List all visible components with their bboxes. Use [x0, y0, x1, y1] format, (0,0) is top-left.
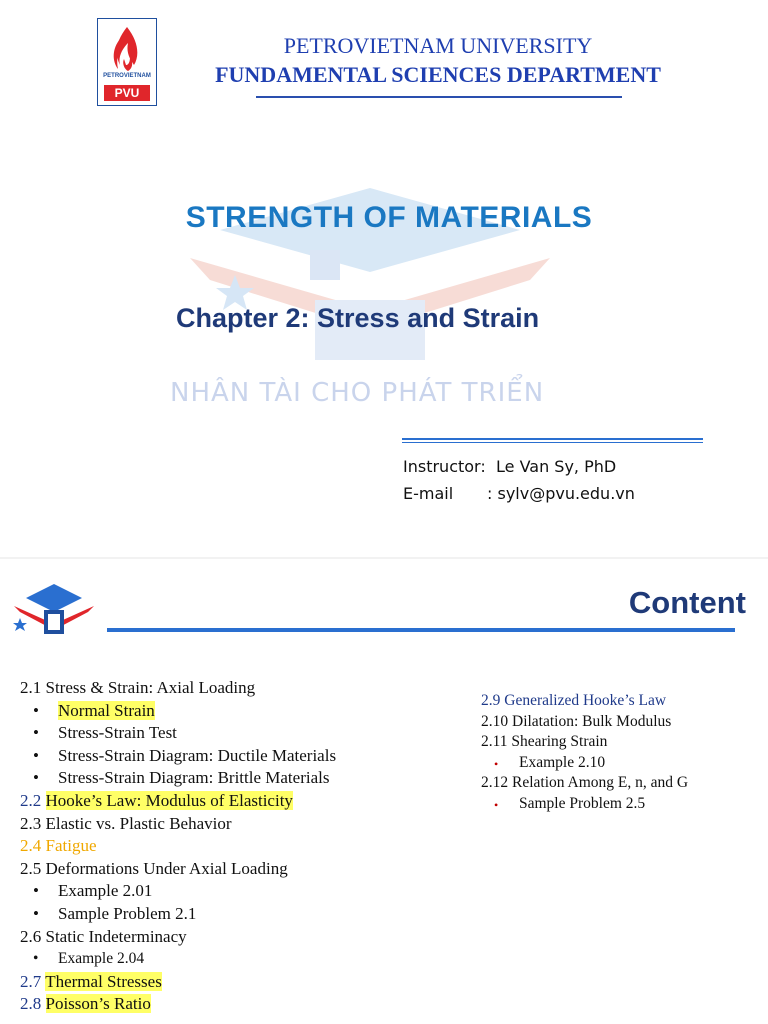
toc-subitem: • Stress-Strain Test: [20, 722, 336, 745]
toc-item-2-3: 2.3 Elastic vs. Plastic Behavior: [20, 813, 232, 833]
toc-subitem: • Sample Problem 2.5: [481, 794, 688, 815]
bullet-icon: •: [33, 881, 39, 901]
pvu-emblem-icon: [8, 580, 96, 636]
pvu-logo: [97, 18, 157, 106]
instructor-name: Le Van Sy, PhD: [496, 457, 617, 476]
content-divider: [107, 628, 735, 632]
email-label: E-mail: [403, 484, 454, 503]
bullet-icon: •: [33, 745, 39, 765]
toc-item-2-1: 2.1 Stress & Strain: Axial Loading: [20, 678, 256, 697]
toc-item-2-8: 2.8 Poisson’s Ratio: [20, 994, 151, 1014]
toc-subitem: • Example 2.01: [20, 880, 336, 903]
toc-item-2-11: 2.11 Shearing Strain: [481, 733, 608, 751]
toc-item-2-12: 2.12 Relation Among E, n, and G: [481, 774, 689, 792]
toc-item-2-2: 2.2 Hooke’s Law: Modulus of Elasticity: [20, 790, 293, 810]
bullet-icon: •: [494, 756, 499, 771]
bullet-icon: •: [33, 723, 39, 743]
bullet-icon: •: [33, 768, 39, 788]
toc-subitem: • Sample Problem 2.1: [20, 903, 336, 926]
toc-item-2-5: 2.5 Deformations Under Axial Loading: [20, 858, 288, 878]
toc-right-column: [481, 691, 688, 815]
toc-subitem: • Example 2.04: [20, 948, 336, 971]
slide-divider: [0, 557, 768, 559]
slogan-watermark: NHÂN TÀI CHO PHÁT TRIỂN: [170, 378, 545, 408]
toc-subitem: • Stress-Strain Diagram: Brittle Materials: [20, 767, 336, 790]
toc-item-2-7: 2.7 Thermal Stresses: [20, 971, 162, 991]
toc-subitem: • Example 2.10: [481, 753, 688, 774]
bullet-icon: •: [33, 903, 39, 923]
toc-item-2-10: 2.10 Dilatation: Bulk Modulus: [481, 712, 672, 730]
logo-top-text: PETROVIETNAM: [103, 73, 151, 79]
toc-item-2-9: 2.9 Generalized Hooke’s Law: [481, 692, 667, 709]
toc-subitem: • Stress-Strain Diagram: Ductile Materials: [20, 745, 336, 768]
department-name: FUNDAMENTAL SCIENCES DEPARTMENT: [215, 62, 661, 87]
course-title: STRENGTH OF MATERIALS: [185, 201, 593, 234]
toc-item-2-6: 2.6 Static Indeterminacy: [20, 926, 187, 946]
toc-subitem: • Normal Strain: [20, 700, 336, 723]
bullet-icon: •: [33, 700, 39, 720]
university-name: PETROVIETNAM UNIVERSITY: [283, 33, 593, 58]
bullet-icon: •: [494, 797, 499, 812]
bullet-icon: •: [33, 950, 39, 968]
email-address: : sylv@pvu.edu.vn: [487, 484, 635, 503]
toc-item-2-4: 2.4 Fatigue: [20, 836, 97, 856]
instructor-label: Instructor:: [403, 457, 486, 476]
logo-bottom-text: PVU: [104, 85, 150, 101]
instructor-divider: [402, 438, 703, 443]
chapter-title: Chapter 2: Stress and Strain: [176, 303, 540, 333]
toc-left-column: [20, 677, 336, 1016]
header-divider: [256, 96, 622, 98]
content-heading: Content: [628, 585, 746, 620]
